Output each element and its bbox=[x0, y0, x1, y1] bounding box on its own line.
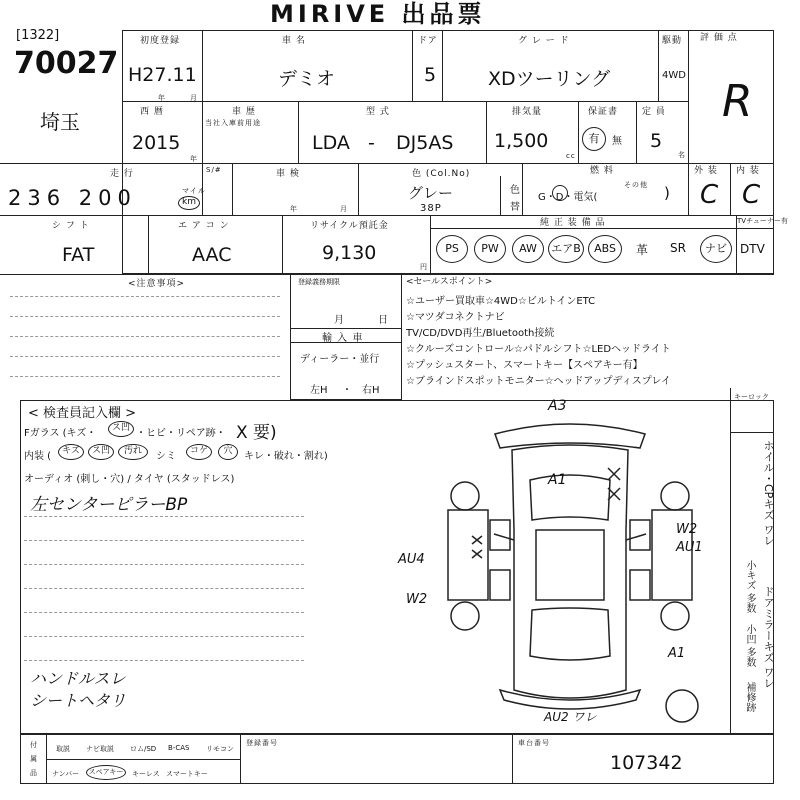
accessory-item: リモコン bbox=[206, 745, 234, 753]
first-reg-value: H27.11 bbox=[128, 64, 197, 86]
capacity-unit: 名 bbox=[678, 151, 686, 159]
form-title: MIRIVE 出品票 bbox=[270, 0, 486, 28]
accessory-item: ナビ取説 bbox=[86, 745, 114, 753]
shift-value: FAT bbox=[62, 244, 95, 266]
equip-leather: 革 bbox=[636, 243, 649, 257]
fglass-circled: ス凹 bbox=[108, 421, 134, 437]
color-side-1: 色 bbox=[510, 185, 521, 196]
equip-abs: ABS bbox=[588, 235, 622, 263]
fuel-value: G・D・電気( bbox=[538, 192, 598, 203]
color-value: グレー bbox=[408, 184, 454, 202]
damage-mark: AU2 ワレ bbox=[544, 710, 597, 724]
first-reg-unit-year: 年 bbox=[158, 94, 166, 102]
equip-navi: ナビ bbox=[700, 235, 732, 263]
interior-item: 汚れ bbox=[118, 444, 148, 460]
shift-label: シ フ ト bbox=[52, 221, 90, 231]
sales-label: <セールスポイント> bbox=[406, 277, 493, 287]
interior-item: ス凹 bbox=[88, 444, 114, 460]
damage-mark: AU4 bbox=[398, 552, 425, 567]
accessory-item: キーレス bbox=[132, 770, 160, 778]
import-label: 輸 入 車 bbox=[322, 333, 364, 344]
reg-unit-month: 月 bbox=[334, 315, 345, 326]
sales-point: TV/CD/DVD再生/Bluetooth接続 bbox=[406, 328, 555, 339]
equip-sunroof: SR bbox=[670, 241, 686, 255]
recycle-label: リサイクル預託金 bbox=[310, 221, 389, 231]
year-value: 2015 bbox=[132, 132, 181, 154]
equip-pw: PW bbox=[474, 235, 506, 263]
color-label: 色 (Col.No) bbox=[412, 169, 471, 179]
mileage-unit-km: km bbox=[178, 196, 200, 210]
sales-point: ☆クルーズコントロール☆パドルシフト☆LEDヘッドライト bbox=[406, 344, 671, 355]
ac-value: AAC bbox=[192, 244, 232, 266]
tuner-label: TVチューナー有 bbox=[737, 217, 788, 225]
car-damage-diagram bbox=[420, 410, 720, 730]
tuner-value: DTV bbox=[740, 242, 765, 256]
mileage-value: 236 200 bbox=[8, 186, 137, 210]
accessory-label: 属 bbox=[30, 755, 37, 763]
fuel-close: ) bbox=[664, 184, 670, 202]
displacement-value: 1,500 bbox=[494, 130, 549, 152]
keylock-label: キーロック bbox=[734, 393, 769, 401]
displacement-unit: cc bbox=[566, 152, 576, 160]
inspector-fglass: Fガラス (キズ・ bbox=[24, 428, 97, 439]
accessory-label: 品 bbox=[30, 769, 37, 777]
notes-label: <注意事項> bbox=[128, 279, 186, 289]
color-code: 38P bbox=[420, 203, 442, 214]
lot-number: 70027 bbox=[14, 46, 119, 81]
chassis-value: 107342 bbox=[610, 752, 683, 774]
history-sub: 当社入庫前用途 bbox=[205, 119, 261, 127]
interior-item: 穴 bbox=[218, 444, 238, 460]
shaken-label: 車 検 bbox=[276, 169, 300, 179]
hand-right: 右H bbox=[362, 385, 380, 396]
mileage-label: 走 行 bbox=[110, 169, 134, 179]
sales-point: ☆ユーザー買取車☆4WD☆ビルトインETC bbox=[406, 296, 596, 307]
history-label: 車 歴 bbox=[232, 107, 256, 117]
accessory-item: スマートキー bbox=[166, 770, 208, 778]
equip-airbag: エアB bbox=[548, 235, 584, 263]
side-note-mirror: ドアミラーキズ ワレ bbox=[762, 586, 775, 689]
equip-ps: PS bbox=[436, 235, 468, 263]
rating-value: R bbox=[722, 76, 753, 127]
s-label: S/# bbox=[206, 166, 222, 174]
side-note-repair: 補修跡 bbox=[744, 682, 755, 712]
first-reg-unit-month: 月 bbox=[190, 94, 198, 102]
capacity-label: 定 員 bbox=[642, 107, 666, 117]
inspector-note: シートヘタリ bbox=[30, 691, 127, 710]
inspector-label: < 検査員記入欄 > bbox=[28, 406, 137, 421]
sales-point: ☆ブラインドスポットモニター☆ヘッドアップディスプレイ bbox=[406, 376, 671, 387]
equipment-label: 純 正 装 備 品 bbox=[540, 218, 606, 228]
year-label: 西 暦 bbox=[140, 107, 164, 117]
interior-item: キズ bbox=[58, 444, 84, 460]
color-side-2: 替 bbox=[510, 202, 521, 213]
region: 埼玉 bbox=[40, 110, 80, 134]
lot-code: [1322] bbox=[16, 28, 60, 43]
damage-mark: A3 bbox=[548, 398, 567, 414]
model-label: 型 式 bbox=[366, 107, 390, 117]
car-name-label: 車 名 bbox=[282, 36, 306, 46]
interior-item: シミ bbox=[156, 451, 176, 462]
exterior-value: C bbox=[700, 180, 719, 210]
warranty-yes: 有 bbox=[582, 127, 606, 151]
inspector-interior: 内装 ( bbox=[24, 451, 52, 462]
fuel-selected-circle bbox=[552, 185, 568, 201]
interior-value: C bbox=[742, 180, 761, 210]
damage-mark: W2 bbox=[676, 522, 698, 537]
door-value: 5 bbox=[424, 64, 437, 86]
interior-label: 内 装 bbox=[736, 166, 760, 176]
accessory-label: 付 bbox=[30, 741, 37, 749]
accessory-item: ナンバー bbox=[52, 770, 80, 778]
chassis-label: 車台番号 bbox=[518, 739, 550, 747]
car-name-value: デミオ bbox=[278, 68, 336, 90]
accessory-item-spare-key: スペアキー bbox=[86, 765, 126, 780]
inspector-audio: オーディオ (刺し・穴) / タイヤ (スタッドレス) bbox=[24, 474, 235, 485]
year-unit: 年 bbox=[190, 155, 198, 163]
equip-aw: AW bbox=[512, 235, 544, 263]
displacement-label: 排気量 bbox=[512, 107, 543, 117]
shaken-unit-month: 月 bbox=[340, 205, 348, 213]
model-value: DJ5AS bbox=[396, 132, 454, 154]
reg-number-label: 登録番号 bbox=[246, 739, 278, 747]
side-note-small-dent: 小凹 多数 bbox=[744, 624, 755, 668]
warranty-no: 無 bbox=[612, 136, 622, 147]
warranty-label: 保証書 bbox=[588, 107, 619, 117]
accessory-item: ロム/SD bbox=[130, 745, 157, 753]
reg-unit-day: 日 bbox=[378, 315, 389, 326]
accessory-item: 取説 bbox=[56, 745, 70, 753]
drive-label: 駆動 bbox=[662, 36, 683, 46]
recycle-value: 9,130 bbox=[322, 242, 377, 264]
model-prefix: LDA bbox=[312, 132, 350, 154]
inspector-fglass-mark: X 要) bbox=[236, 423, 277, 443]
accessory-item: B-CAS bbox=[168, 744, 190, 752]
grade-label: グ レ ー ド bbox=[518, 36, 570, 46]
side-note-small-scratch: 小キズ 多数 bbox=[744, 560, 755, 614]
import-value: ディーラー・並行 bbox=[300, 354, 380, 365]
side-note-wheel: ホイル・CPキズ ワレ bbox=[762, 440, 775, 546]
first-reg-label: 初度登録 bbox=[140, 36, 181, 46]
capacity-value: 5 bbox=[650, 130, 663, 152]
drive-value: 4WD bbox=[662, 70, 686, 81]
damage-mark: A1 bbox=[548, 472, 567, 488]
fuel-other: その他 bbox=[624, 181, 648, 189]
inspector-note: 左センターピラーBP bbox=[30, 495, 188, 515]
damage-mark: AU1 bbox=[676, 540, 703, 555]
door-label: ドア bbox=[418, 36, 438, 46]
recycle-unit: 円 bbox=[420, 263, 428, 271]
reg-deadline-label: 登録義務期限 bbox=[298, 278, 340, 286]
hand-left: 左H bbox=[310, 385, 328, 396]
model-separator: - bbox=[368, 132, 375, 154]
sales-point: ☆マツダコネクトナビ bbox=[406, 312, 505, 323]
grade-value: XDツーリング bbox=[488, 68, 611, 90]
mileage-unit-mile: マイル bbox=[182, 187, 206, 195]
rating-label: 評 価 点 bbox=[700, 33, 738, 43]
inspector-note: ハンドルスレ bbox=[30, 669, 126, 688]
sales-point: ☆プッシュスタート、スマートキー【スペアキー有】 bbox=[406, 360, 643, 371]
inspector-fglass-rest: ・ヒビ・リペア跡・ bbox=[136, 428, 226, 439]
damage-mark: A1 bbox=[668, 646, 686, 661]
ac-label: エ ア コ ン bbox=[178, 221, 230, 231]
interior-item: コゲ bbox=[186, 444, 212, 460]
shaken-unit-year: 年 bbox=[290, 205, 298, 213]
hand-separator: ・ bbox=[342, 385, 352, 396]
exterior-label: 外 装 bbox=[694, 166, 718, 176]
fuel-label: 燃 料 bbox=[590, 166, 614, 176]
damage-mark: W2 bbox=[406, 592, 428, 607]
interior-item: キレ・破れ・割れ) bbox=[244, 451, 328, 462]
